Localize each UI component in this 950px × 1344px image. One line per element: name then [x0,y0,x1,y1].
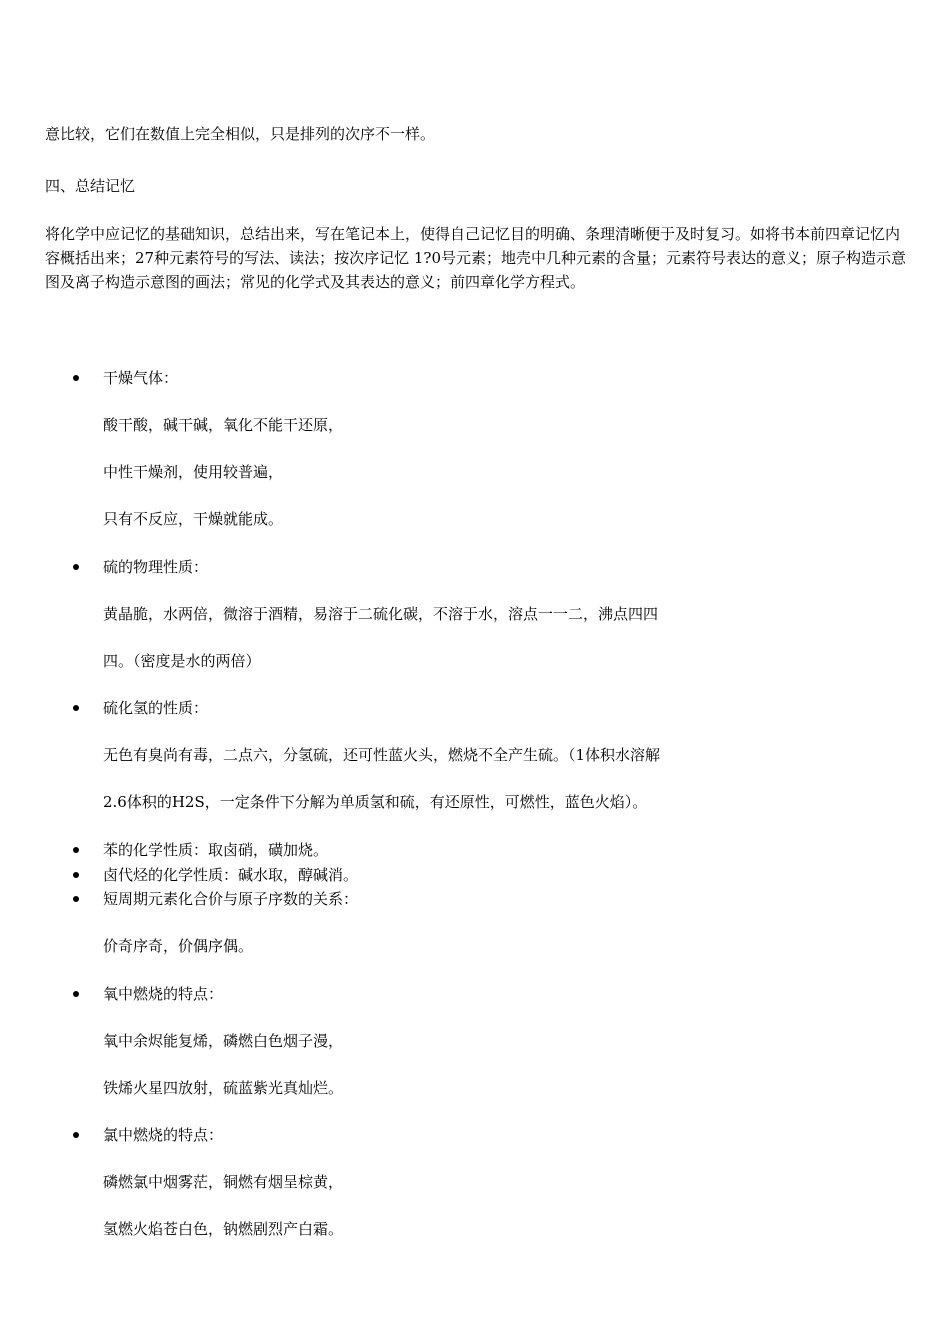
list-item-line: 氢燃火焰苍白色，钠燃剧烈产白霜。 [103,1220,344,1238]
bullet-icon [73,847,79,853]
list-item-line: 铁烯火星四放射，硫蓝紫光真灿烂。 [103,1079,344,1097]
bullet-icon [73,375,79,381]
list-item-title: 氯中燃烧的特点： [103,1126,224,1144]
list-item-title: 苯的化学性质：取卤硝，磺加烧。 [103,841,329,859]
bullet-icon [73,564,79,570]
list-item-line: 中性干燥剂，使用较普遍， [103,463,284,481]
summary-paragraph: 将化学中应记忆的基础知识，总结出来，写在笔记本上，使得自己记忆目的明确、条理清晰便于及时复习。如将书本前四章记忆内容概括出来；27种元素符号的写法、读法；按次序记忆 1?0号元素；地壳中几种元素的含量；元素符号表达的意义；原子构造示意图及离子构造示意图的画法；常见的化学式及其表达的意义；前四章化学方程式。 [45,225,906,291]
bullet-icon [73,1132,79,1138]
bullet-icon [73,991,79,997]
section-heading: 四、总结记忆 [45,177,136,195]
list-item-line: 黄晶脆，水两倍，微溶于酒精，易溶于二硫化碳，不溶于水，溶点一一二，沸点四四 [103,605,659,623]
list-item-title: 硫化氢的性质： [103,699,209,717]
list-item-title: 干燥气体： [103,369,179,387]
list-item-title: 卤代烃的化学性质：碱水取，醇碱消。 [103,866,359,884]
list-item-line: 四。（密度是水的两倍） [103,652,261,670]
list-item-line: 酸干酸，碱干碱，氧化不能干还原， [103,416,344,434]
list-item-line: 价奇序奇，价偶序偶。 [103,937,254,955]
list-item-line: 无色有臭尚有毒，二点六，分氢硫，还可性蓝火头，燃烧不全产生硫。（1体积水溶解 [103,746,661,764]
list-item-title: 硫的物理性质： [103,558,209,576]
list-item-title: 短周期元素化合价与原子序数的关系： [103,890,359,908]
bullet-icon [73,872,79,878]
list-item-line: 磷燃氯中烟雾茫，铜燃有烟呈棕黄， [103,1173,344,1191]
list-item-line: 氧中余烬能复烯，磷燃白色烟子漫， [103,1032,344,1050]
list-item-line: 只有不反应，干燥就能成。 [103,510,284,528]
intro-continuation: 意比较，它们在数值上完全相似，只是排列的次序不一样。 [45,125,436,143]
list-item-title: 氧中燃烧的特点： [103,985,224,1003]
bullet-icon [73,705,79,711]
list-item-line: 2.6体积的H2S，一定条件下分解为单质氢和硫，有还原性，可燃性，蓝色火焰）。 [103,793,648,811]
bullet-icon [73,896,79,902]
